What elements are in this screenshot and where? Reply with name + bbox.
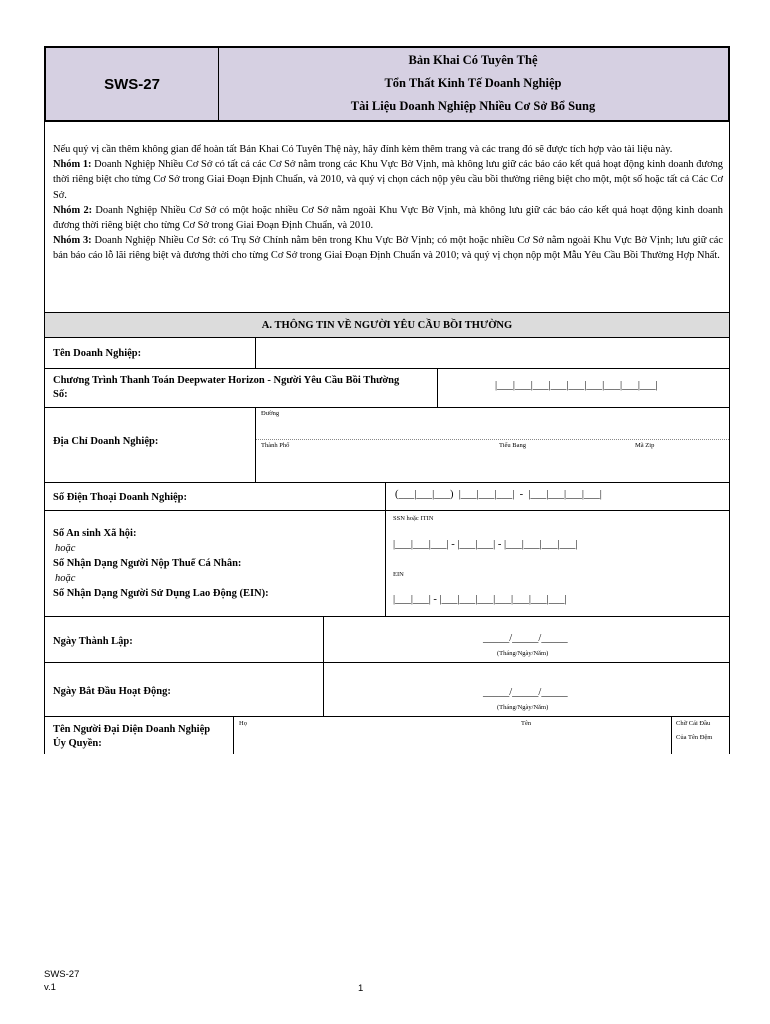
or-text-2: hoặc xyxy=(55,573,76,584)
itin-label: Số Nhận Dạng Người Nộp Thuế Cá Nhân: xyxy=(53,558,242,569)
group-2-label: Nhóm 2: xyxy=(53,204,93,216)
divider xyxy=(437,369,438,407)
divider xyxy=(233,717,234,754)
claimant-number-label-line-1: Chương Trình Thanh Toán Deepwater Horizon - Người Yêu Cầu Bồi Thường xyxy=(53,375,400,386)
middle-initial-caption-1: Chữ Cái Đầu xyxy=(676,720,711,727)
divider xyxy=(255,408,256,482)
street-field[interactable] xyxy=(257,418,729,438)
claimant-number-label xyxy=(53,374,433,402)
group-2 xyxy=(53,203,723,233)
middle-initial-field[interactable] xyxy=(673,741,729,754)
state-field[interactable] xyxy=(495,452,631,480)
group-1 xyxy=(53,157,723,203)
first-name-caption: Tên xyxy=(521,720,532,727)
group-1-text: Doanh Nghiệp Nhiều Cơ Sở có tất cả các Cơ Sở nằm trong các Khu Vực Bờ Vịnh, mà không lưu giữ các báo cáo kết quả hoạt động kinh doanh đương thời riêng biệt cho từng Cơ Sở trong Giai Đoạn Định Chuẩn, và 2010, và quý vị chọn cách nộp yêu cầu bồi thường riêng biệt cho một, một số hoặc tất cả Các Cơ Sở. xyxy=(53,159,723,201)
claim-form xyxy=(44,46,730,754)
ssn-itin-field[interactable]: |___|___|___| - |___|___| - |___|___|___|___| xyxy=(393,539,578,550)
business-name-field[interactable] xyxy=(257,338,729,368)
first-name-field[interactable] xyxy=(517,717,671,754)
ein-label: Số Nhận Dạng Người Sử Dụng Lao Động (EIN): xyxy=(53,588,269,599)
ein-field[interactable]: |___|___| - |___|___|___|___|___|___|___| xyxy=(393,594,567,605)
title-line-2: Tổn Thất Kinh Tế Doanh Nghiệp xyxy=(384,76,562,90)
ssn-label: Số An sinh Xã hội: xyxy=(53,528,137,539)
founded-date-field[interactable]: _____/_____/_____ xyxy=(483,633,568,644)
representative-label xyxy=(53,723,210,751)
start-date-caption: (Tháng/Ngày/Năm) xyxy=(497,704,549,711)
claimant-number-row xyxy=(44,369,730,408)
representative-label-line-2: Ủy Quyền: xyxy=(53,738,102,749)
title-line-3: Tài Liệu Doanh Nghiệp Nhiều Cơ Sở Bổ Sung xyxy=(350,99,596,113)
divider xyxy=(671,717,672,754)
form-titles xyxy=(218,48,728,120)
zip-field[interactable] xyxy=(633,452,727,480)
founded-date-label: Ngày Thành Lập: xyxy=(53,636,133,647)
divider xyxy=(323,663,324,716)
instructions xyxy=(44,122,730,312)
state-caption: Tiểu Bang xyxy=(499,442,527,449)
footer-version: v.1 xyxy=(44,982,56,993)
phone-label: Số Điện Thoại Doanh Nghiệp: xyxy=(53,492,188,503)
section-a-header: A. THÔNG TIN VỀ NGƯỜI YÊU CẦU BỒI THƯỜNG xyxy=(44,312,730,338)
group-3-label: Nhóm 3: xyxy=(53,235,92,247)
start-date-row xyxy=(44,663,730,717)
start-date-label: Ngày Bắt Đầu Hoạt Động: xyxy=(53,686,171,697)
phone-field[interactable]: (___|___|___) |___|___|___| - |___|___|___|___| xyxy=(395,489,602,500)
street-divider xyxy=(256,439,729,440)
divider xyxy=(385,511,386,616)
ssn-itin-caption: SSN hoặc ITIN xyxy=(393,515,434,522)
claimant-number-field[interactable]: |___|___|___|___|___|___|___|___|___| xyxy=(495,380,658,391)
form-code: SWS-27 xyxy=(46,48,219,120)
group-2-text: Doanh Nghiệp Nhiều Cơ Sở có một hoặc nhiều Cơ Sở nằm ngoài Khu Vực Bờ Vịnh, mà không lưu giữ các báo cáo kết quả hoạt động kinh doanh đương thời riêng biệt cho từng Cơ Sở trong Giai Đoạn Định Chuẩn, và 2010. xyxy=(53,204,723,232)
intro-paragraph: Nếu quý vị cần thêm không gian để hoàn tất Bản Khai Có Tuyên Thệ này, hãy đính kèm thêm trang và các trang đó sẽ được tích hợp vào tài liệu này. xyxy=(53,144,673,155)
founded-date-caption: (Tháng/Ngày/Năm) xyxy=(497,650,549,657)
last-name-field[interactable] xyxy=(235,717,515,754)
representative-row xyxy=(44,717,730,754)
divider xyxy=(255,338,256,368)
founded-date-row xyxy=(44,617,730,663)
city-caption: Thành Phố xyxy=(261,442,290,449)
divider xyxy=(385,483,386,510)
address-label: Địa Chỉ Doanh Nghiệp: xyxy=(53,436,159,447)
business-name-label: Tên Doanh Nghiệp: xyxy=(53,348,142,359)
page-number: 1 xyxy=(358,983,364,994)
phone-row xyxy=(44,483,730,511)
address-row xyxy=(44,408,730,483)
zip-caption: Mã Zip xyxy=(635,442,655,449)
business-name-row xyxy=(44,338,730,369)
street-caption: Đường xyxy=(261,410,280,417)
divider xyxy=(323,617,324,662)
representative-label-line-1: Tên Người Đại Diện Doanh Nghiệp xyxy=(53,724,211,735)
ein-caption: EIN xyxy=(393,571,404,578)
or-text-1: hoặc xyxy=(55,543,76,554)
middle-initial-caption-2: Của Tên Đệm xyxy=(676,734,713,741)
city-field[interactable] xyxy=(257,452,493,480)
group-1-label: Nhóm 1: xyxy=(53,159,92,171)
title-line-1: Bản Khai Có Tuyên Thệ xyxy=(408,53,538,67)
group-3-text: Doanh Nghiệp Nhiều Cơ Sở: có Trụ Sở Chính nằm bên trong Khu Vực Bờ Vịnh; có một hoặc nhiều Cơ Sở nằm ngoài Khu Vực Bờ Vịnh; lưu giữ các bản báo cáo lỗ lãi riêng biệt và đương thời cho từng Cơ Sở trong Giai Đoạn Định Chuẩn và 2010; và quý vị chọn nộp một Mẫu Yêu Cầu Bồi Thường Hợp Nhất. xyxy=(53,235,723,262)
footer-code: SWS-27 xyxy=(44,969,80,980)
last-name-caption: Họ xyxy=(239,720,247,727)
start-date-field[interactable]: _____/_____/_____ xyxy=(483,687,568,698)
claimant-number-label-line-2: Số: xyxy=(53,389,68,400)
tax-id-row xyxy=(44,511,730,617)
group-3 xyxy=(53,233,723,263)
form-header xyxy=(44,46,730,122)
